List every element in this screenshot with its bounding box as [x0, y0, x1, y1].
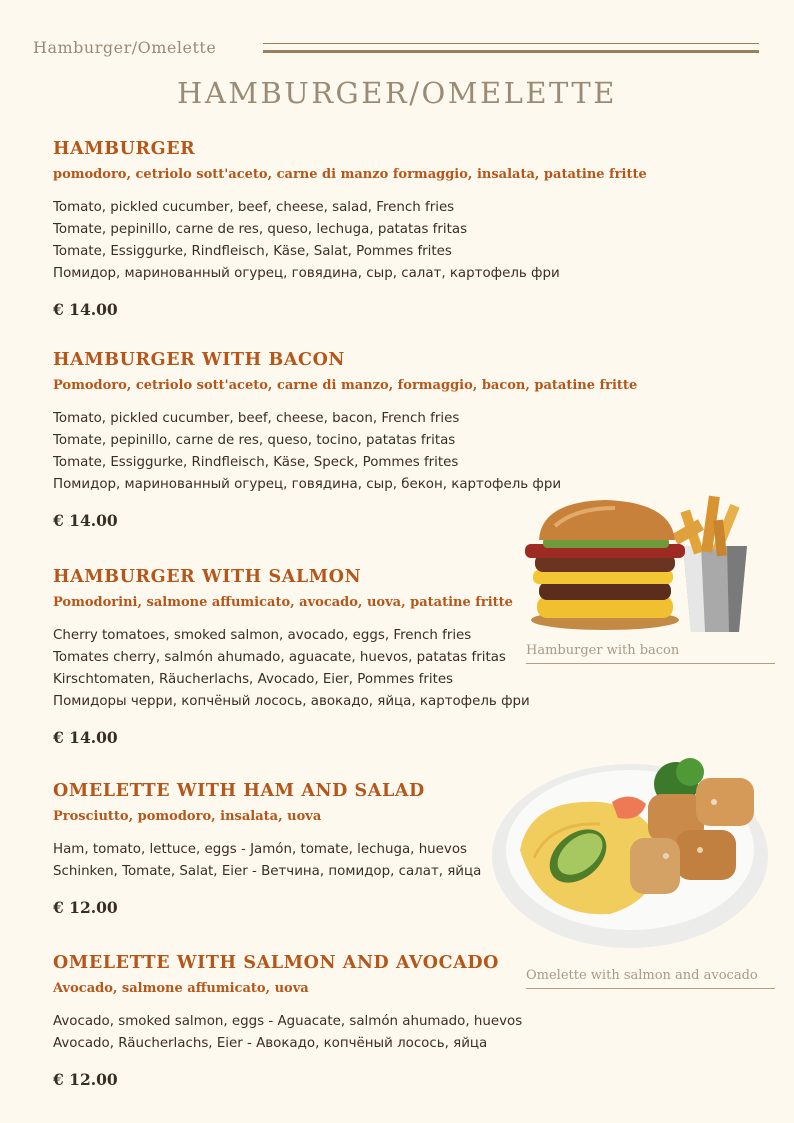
item-description — [53, 1011, 653, 1055]
item-italian: Avocado, salmone affumicato, uova — [53, 981, 309, 996]
desc-line: Tomate, pepinillo, carne de res, queso, lechuga, patatas fritas — [53, 222, 468, 237]
desc-line: Avocado, smoked salmon, eggs - Aguacate, salmón ahumado, huevos — [53, 1014, 523, 1029]
item-name: HAMBURGER — [53, 139, 196, 159]
item-italian: Prosciutto, pomodoro, insalata, uova — [53, 809, 322, 824]
caption-rule — [526, 988, 775, 989]
omelette-photo — [490, 738, 770, 950]
item-name: HAMBURGER WITH SALMON — [53, 567, 362, 587]
desc-line: Ham, tomato, lettuce, eggs - Jamón, tomate, lechuga, huevos — [53, 842, 468, 857]
item-name: OMELETTE WITH SALMON AND AVOCADO — [53, 953, 499, 973]
desc-line: Tomates cherry, salmón ahumado, aguacate, huevos, patatas fritas — [53, 650, 506, 665]
item-italian: pomodoro, cetriolo sott'aceto, carne di manzo formaggio, insalata, patatine fritte — [53, 167, 647, 182]
item-price: € 14.00 — [53, 728, 118, 747]
item-name: HAMBURGER WITH BACON — [53, 350, 346, 370]
desc-line: Tomate, Essiggurke, Rindfleisch, Käse, Speck, Pommes frites — [53, 455, 459, 470]
item-description — [53, 408, 653, 496]
menu-item-hamburger — [53, 138, 653, 319]
desc-line: Tomate, Essiggurke, Rindfleisch, Käse, Salat, Pommes frites — [53, 244, 452, 259]
desc-line: Tomato, pickled cucumber, beef, cheese, salad, French fries — [53, 200, 455, 215]
section-label: Hamburger/Omelette — [33, 38, 217, 57]
item-price: € 14.00 — [53, 511, 118, 530]
item-italian: Pomodorini, salmone affumicato, avocado, uova, patatine fritte — [53, 595, 513, 610]
item-price: € 12.00 — [53, 898, 118, 917]
burger-caption: Hamburger with bacon — [526, 643, 680, 658]
desc-line: Kirschtomaten, Räucherlachs, Avocado, Eier, Pommes frites — [53, 672, 454, 687]
omelette-caption: Omelette with salmon and avocado — [526, 968, 758, 983]
item-name: OMELETTE WITH HAM AND SALAD — [53, 781, 425, 801]
desc-line: Schinken, Tomate, Salat, Eier - Ветчина, помидор, салат, яйца — [53, 864, 482, 879]
item-price: € 14.00 — [53, 300, 118, 319]
desc-line: Помидоры черри, копчёный лосось, авокадо, яйца, картофель фри — [53, 694, 530, 709]
desc-line: Cherry tomatoes, smoked salmon, avocado, eggs, French fries — [53, 628, 472, 643]
item-italian: Pomodoro, cetriolo sott'aceto, carne di manzo, formaggio, bacon, patatine fritte — [53, 378, 638, 393]
caption-rule — [526, 663, 775, 664]
item-description — [53, 625, 653, 713]
burger-photo — [515, 486, 755, 636]
desc-line: Помидор, маринованный огурец, говядина, сыр, салат, картофель фри — [53, 266, 560, 281]
desc-line: Tomate, pepinillo, carne de res, queso, tocino, patatas fritas — [53, 433, 456, 448]
desc-line: Tomato, pickled cucumber, beef, cheese, bacon, French fries — [53, 411, 460, 426]
header-rule — [263, 43, 759, 53]
item-description — [53, 197, 653, 285]
desc-line: Avocado, Räucherlachs, Eier - Авокадо, копчёный лосось, яйца — [53, 1036, 488, 1051]
item-price: € 12.00 — [53, 1070, 118, 1089]
page-title: HAMBURGER/OMELETTE — [177, 76, 617, 110]
desc-line: Помидор, маринованный огурец, говядина, сыр, бекон, картофель фри — [53, 477, 562, 492]
